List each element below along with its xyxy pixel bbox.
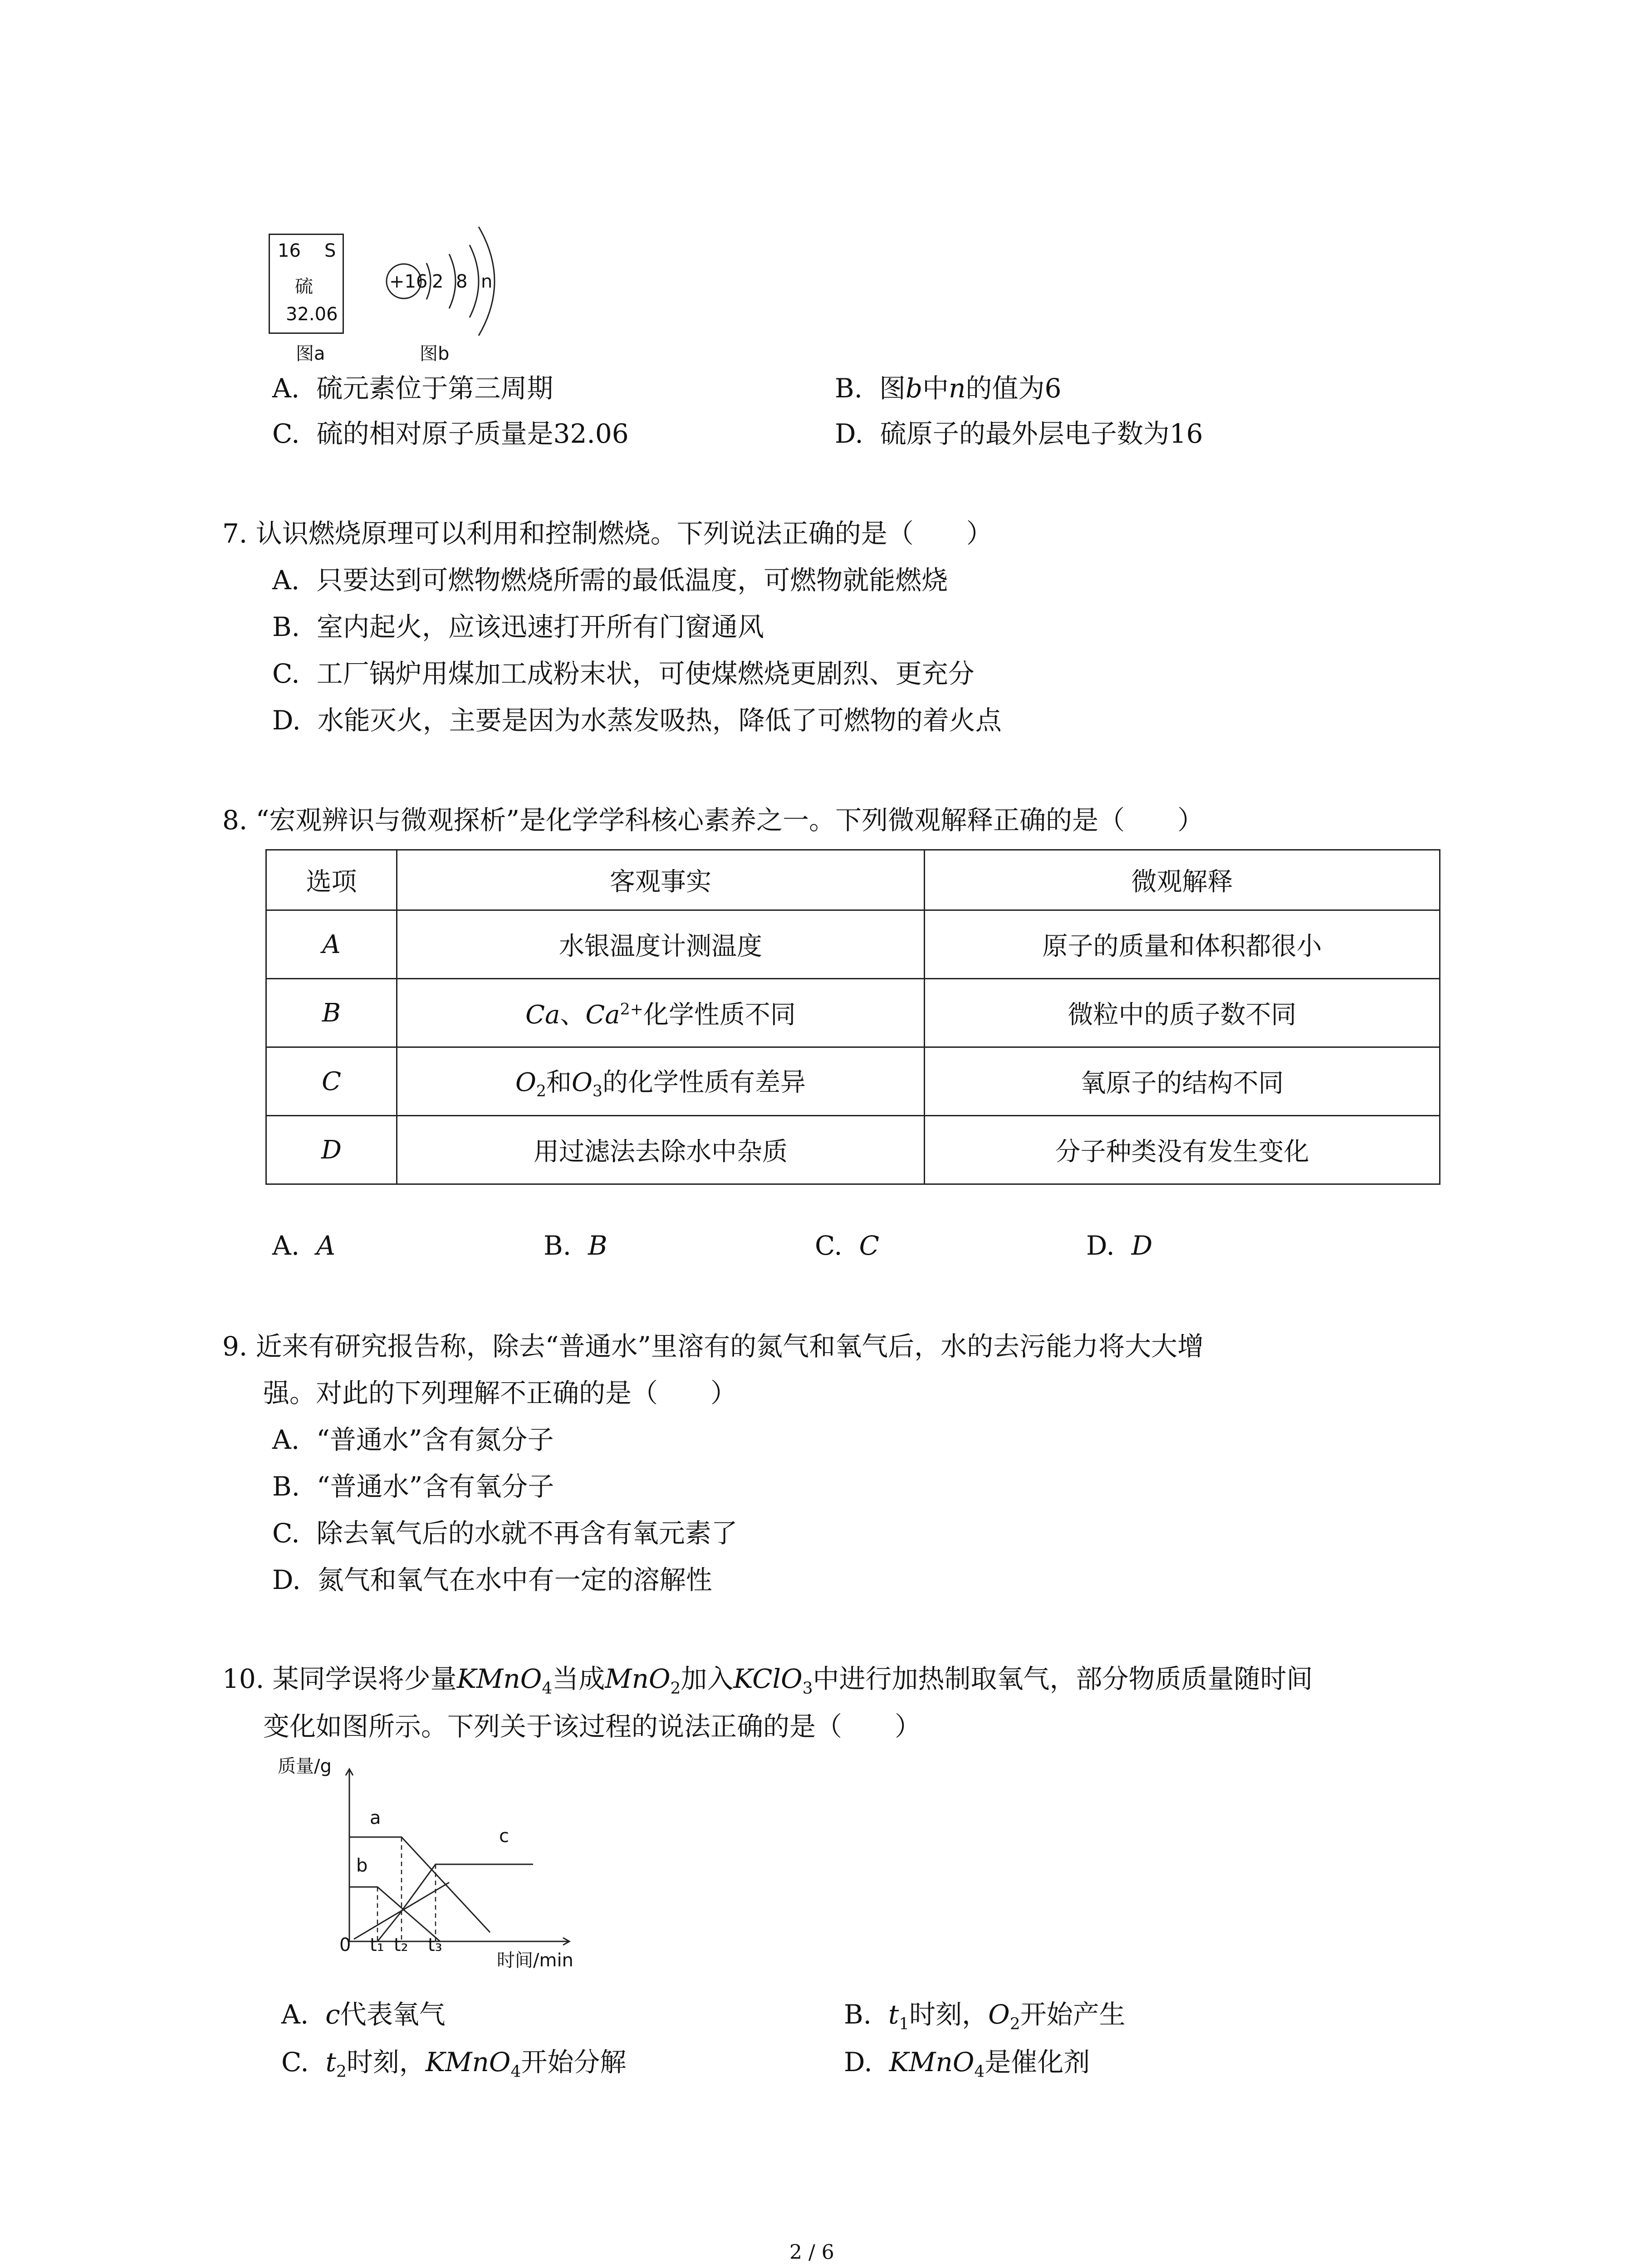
- curve-a-label: a: [370, 1808, 381, 1828]
- q9-stem-line2: 强。对此的下列理解不正确的是（ ）: [263, 1378, 737, 1408]
- figure-b-caption: 图b: [420, 343, 450, 364]
- q10-stem-line2: 变化如图所示。下列关于该过程的说法正确的是（ ）: [263, 1711, 921, 1742]
- q7-option-d[interactable]: D. 水能灭火，主要是因为水蒸发吸热，降低了可燃物的着火点: [272, 705, 1002, 736]
- q7-stem: 7. 认识燃烧原理可以利用和控制燃烧。下列说法正确的是（ ）: [222, 518, 993, 549]
- curve-b-label: b: [356, 1855, 368, 1876]
- row-fact: $O_2$和$O_3$的化学性质有差异: [397, 1047, 925, 1116]
- row-fact: Ca、$Ca^{2+}$化学性质不同: [397, 979, 925, 1047]
- header-option: 选项: [266, 850, 397, 910]
- q7-option-b[interactable]: B. 室内起火，应该迅速打开所有门窗通风: [272, 611, 764, 642]
- element-name: 硫: [295, 276, 313, 297]
- q10-option-c[interactable]: C. $t_2$时刻，KMnO$_4$开始分解: [281, 2047, 627, 2081]
- q8-table: [265, 849, 1440, 1185]
- q9-option-a[interactable]: A. “普通水”含有氮分子: [272, 1424, 554, 1455]
- graph-x-label: 时间/min: [497, 1950, 573, 1971]
- row-explanation: 原子的质量和体积都很小: [925, 910, 1440, 979]
- page-number: 2 / 6: [789, 2241, 834, 2264]
- graph-tick-t3: t₃: [428, 1935, 442, 1955]
- q10-option-a[interactable]: A. c代表氧气: [281, 1999, 446, 2030]
- row-explanation: 分子种类没有发生变化: [925, 1116, 1440, 1184]
- q8-option-c[interactable]: C. C: [815, 1230, 880, 1261]
- q8-stem: 8. “宏观辨识与微观探析”是化学学科核心素养之一。下列微观解释正确的是（ ）: [222, 805, 1204, 836]
- row-option: A: [266, 910, 397, 979]
- table-row: [266, 979, 1440, 1047]
- q9-stem-line1: 9. 近来有研究报告称，除去“普通水”里溶有的氮气和氧气后，水的去污能力将大大增: [222, 1331, 1204, 1362]
- element-mass: 32.06: [286, 304, 338, 325]
- q10-stem-line1: 10. 某同学误将少量KMnO$_4$当成MnO$_2$加入KClO$_3$中进行加热制取氧气，部分物质质量随时间: [222, 1663, 1313, 1698]
- q7-option-a[interactable]: A. 只要达到可燃物燃烧所需的最低温度，可燃物就能燃烧: [272, 565, 948, 596]
- row-option: D: [266, 1116, 397, 1184]
- table-row: [266, 1047, 1440, 1116]
- shell-2-count: 8: [456, 271, 468, 292]
- element-number: 16: [278, 240, 301, 261]
- q6-option-c[interactable]: C. 硫的相对原子质量是32.06: [272, 418, 629, 449]
- header-explanation: 微观解释: [925, 850, 1440, 910]
- q10-option-d[interactable]: D. KMnO$_4$是催化剂: [844, 2047, 1090, 2081]
- q8-option-d[interactable]: D. D: [1086, 1230, 1153, 1261]
- q6-option-b[interactable]: B. 图b中n的值为6: [835, 373, 1062, 404]
- q9-option-b[interactable]: B. “普通水”含有氧分子: [272, 1471, 554, 1502]
- q6-option-a[interactable]: A. 硫元素位于第三周期: [272, 373, 554, 404]
- q6-option-d[interactable]: D. 硫原子的最外层电子数为16: [835, 418, 1203, 449]
- nucleus-charge: +16: [389, 271, 428, 292]
- table-row: [266, 1116, 1440, 1184]
- q8-option-b[interactable]: B. B: [544, 1230, 607, 1261]
- row-fact: 用过滤法去除水中杂质: [397, 1116, 925, 1184]
- row-explanation: 微粒中的质子数不同: [925, 979, 1440, 1047]
- row-explanation: 氧原子的结构不同: [925, 1047, 1440, 1116]
- graph-tick-t1: t₁: [370, 1935, 384, 1955]
- q10-option-b[interactable]: B. $t_1$时刻，$O_2$开始产生: [844, 1999, 1126, 2033]
- graph-origin: 0: [339, 1935, 351, 1955]
- element-symbol: S: [324, 240, 336, 261]
- shell-1-count: 2: [432, 271, 444, 292]
- table-header-row: [266, 850, 1440, 910]
- q7-option-c[interactable]: C. 工厂锅炉用煤加工成粉末状，可使煤燃烧更剧烈、更充分: [272, 658, 975, 689]
- table-row: [266, 910, 1440, 979]
- graph-tick-t2: t₂: [394, 1935, 408, 1955]
- shell-3-count: n: [481, 271, 493, 292]
- row-option: B: [266, 979, 397, 1047]
- figure-a-caption: 图a: [296, 343, 325, 364]
- header-fact: 客观事实: [397, 850, 925, 910]
- curve-c-label: c: [499, 1826, 509, 1847]
- row-fact: 水银温度计测温度: [397, 910, 925, 979]
- graph-y-label: 质量/g: [278, 1756, 332, 1777]
- row-option: C: [266, 1047, 397, 1116]
- q9-option-c[interactable]: C. 除去氧气后的水就不再含有氧元素了: [272, 1518, 738, 1549]
- q8-option-a[interactable]: A. A: [272, 1230, 336, 1261]
- q9-option-d[interactable]: D. 氮气和氧气在水中有一定的溶解性: [272, 1564, 712, 1595]
